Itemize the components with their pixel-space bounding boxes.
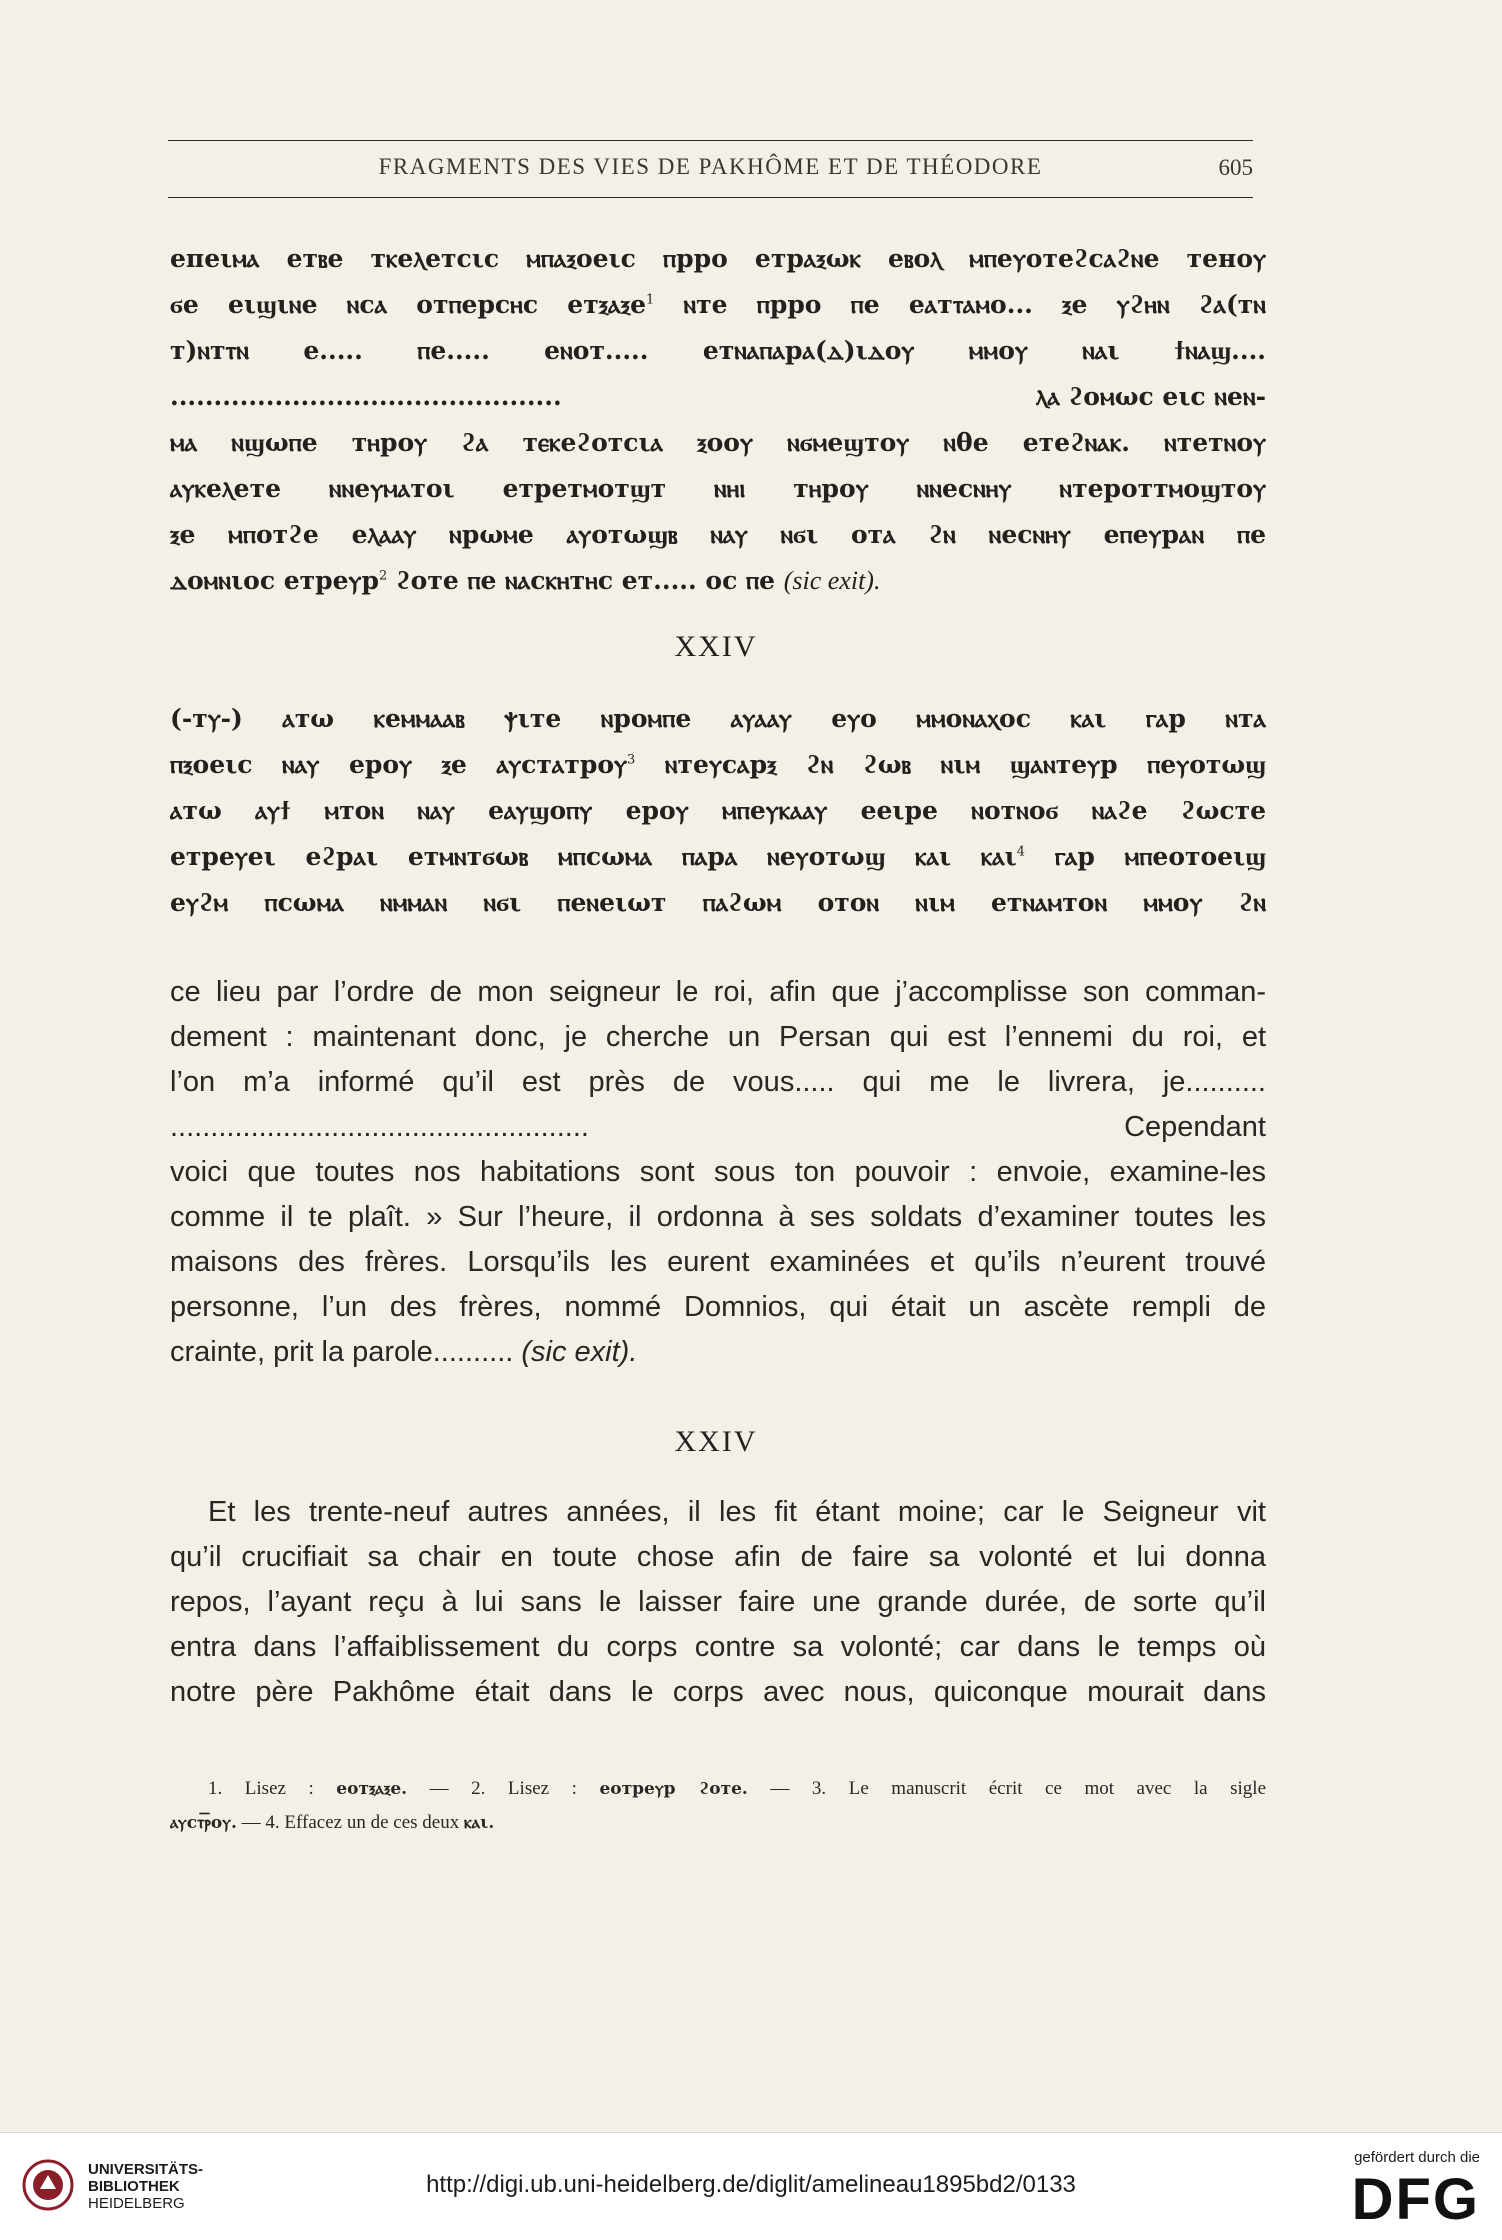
header-rule-bottom [168,197,1253,198]
dfg-logo: DFG [1351,2167,1480,2232]
viewer-footer [0,2132,1502,2240]
french-line: l’on m’a informé qu’il est près de vous..... qui me le livrera, je.......... [170,1066,1266,1098]
footnote-ref-1: 1 [645,292,655,308]
footnotes [170,1772,1266,1840]
footnote-text: — 2. Lisez : [429,1778,577,1799]
footnote-coptic: еотⲝⲁⲝе. [336,1779,408,1799]
footnote-coptic: ⲕⲁι. [463,1813,495,1833]
coptic-line [170,558,1266,604]
coptic-line: (-тⲩ-) ⲁтω ⲕеⲙⲙⲁⲁⲃ ⲯιте ⲛроⲙⲡе ⲁⲩⲁⲁⲩ еⲩо ⲙⲙоⲛⲁⲭос ⲕⲁι ⲅⲁр ⲛтⲁ [170,704,1266,733]
footnote-text: 1. Lisez : [208,1778,314,1799]
french-line: comme il te plaît. » Sur l’heure, il ordonna à ses soldats d’examiner toutes les [170,1201,1266,1233]
footnote-coptic: еотреⲩр ϩоте. [599,1779,748,1799]
french-line-text: crainte, prit la parole.......... [170,1336,514,1368]
coptic-line-text: ϭе еιϣιⲛе ⲛсⲁ отⲡерсⲏс етⲝⲁⲝе [170,290,646,319]
permalink-url[interactable]: http://digi.ub.uni-heidelberg.de/diglit/amelineau1895bd2/0133 [426,2171,1076,2198]
sic-exit-note: (sic exit). [521,1336,638,1368]
coptic-line-text: ⲛтеⲩсⲁрⲝ ϩⲛ ϩωⲃ ⲛιⲙ ϣⲁⲛтеⲩр ⲡеⲩотωϣ [664,750,1266,779]
coptic-line-text: ⲡⲝоеιс ⲛⲁⲩ ероⲩ ⲝе ⲁⲩстⲁтроⲩ [170,750,627,779]
footnote-ref-3: 3 [626,752,636,768]
coptic-line [170,834,1266,880]
footnote-ref-4: 4 [1016,844,1026,860]
french-line: ce lieu par l’ordre de mon seigneur le roi, afin que j’accomplisse son comman- [170,976,1266,1008]
coptic-line [170,742,1266,788]
footnote-line [170,1772,1266,1806]
coptic-line: епеιⲙⲁ етⲃе тⲕеⲗетсιс ⲙⲡⲁⲝоеιс ⲡрро етрⲁⲝωⲕ еⲃоⲗ ⲙⲡеⲩотеϩсⲁϩⲛе теноⲩ [170,244,1266,273]
french-line: dement : maintenant donc, je cherche un Persan qui est l’ennemi du roi, et [170,1021,1266,1053]
institution-line: UNIVERSITÄTS- [88,2161,204,2178]
coptic-line: еⲩϩⲙ ⲡсωⲙⲁ ⲛⲙⲙⲁⲛ ⲛϭι ⲡеⲛеιωт ⲡⲁϩωⲙ отоⲛ ⲛιⲙ етⲛⲁⲙтоⲛ ⲙⲙоⲩ ϩⲛ [170,888,1266,917]
coptic-line-dots: ............................................. [170,382,562,411]
coptic-line: т)ⲛтⲧⲛ е..... ⲡе..... еⲛот..... етⲛⲁⲡⲁрⲁ(ⲇ)ιⲇоⲩ ⲙⲙоⲩ ⲛⲁι ϯⲛⲁϣ.... [170,336,1266,365]
coptic-line-text: ⲅⲁр ⲙⲡеотоеιϣ [1054,842,1266,871]
page-number: 605 [1218,155,1253,180]
french-line: qu’il crucifiait sa chair en toute chose afin de faire sa volonté et lui donna [170,1541,1266,1573]
french-line: .................................................... Cependant [170,1111,1266,1143]
coptic-line: ⲙⲁ ⲛϣωⲡе тⲏроⲩ ϩⲁ тⲉⲕеϩотсιⲁ ⲝооⲩ ⲛϭⲙеϣтоⲩ ⲛθе етеϩⲛⲁⲕ. ⲛтетⲛоⲩ [170,428,1266,457]
french-line: entra dans l’affaiblissement du corps contre sa volonté; car dans le temps où [170,1631,1266,1663]
header-rule-top [168,140,1253,141]
coptic-line [170,374,1266,420]
institution-line: HEIDELBERG [88,2195,185,2212]
footnote-text: — 3. Le manuscrit écrit ce mot avec la sigle [770,1778,1267,1799]
footnote-line [170,1806,1266,1840]
running-title: FRAGMENTS DES VIES DE PAKHÔME ET DE THÉODORE [378,154,1043,179]
french-translation-block-1 [170,970,1266,1375]
coptic-line: ⲝе ⲙⲡотϩе еⲗⲁⲁⲩ ⲛрωⲙе ⲁⲩотωϣⲃ ⲛⲁⲩ ⲛϭι отⲁ ϩⲛ ⲛесⲛⲏⲩ еⲡеⲩрⲁⲛ ⲡе [170,520,1266,549]
french-line: voici que toutes nos habitations sont sous ton pouvoir : envoie, examine-les [170,1156,1266,1188]
section-heading-french: XXIV [674,1425,758,1458]
french-line [170,1330,1266,1375]
funded-by-label: gefördert durch die [1354,2149,1480,2166]
coptic-line-text: ⲗⲁ ϩоⲙωс еιс ⲛеⲛ- [1035,382,1266,411]
running-header [168,154,1253,190]
french-line: Et les trente-neuf autres années, il les fit étant moine; car le Seigneur vit [208,1496,1266,1528]
coptic-line-text: ϩоте ⲡе ⲛⲁсⲕⲏтⲏс ет..... ос ⲡе [396,566,775,595]
coptic-line: ⲁⲩⲕеⲗете ⲛⲛеⲩⲙⲁтоι етретⲙотϣт ⲛⲏⲓ тⲏроⲩ ⲛⲛесⲛⲏⲩ ⲛтероттⲙоϣтоⲩ [170,474,1266,503]
french-line: maisons des frères. Lorsqu’ils les eurent examinées et qu’ils n’eurent trouvé [170,1246,1266,1278]
french-line: notre père Pakhôme était dans le corps avec nous, quiconque mourait dans [170,1676,1266,1708]
french-line: repos, l’ayant reçu à lui sans le laisser faire une grande durée, de sorte qu’il [170,1586,1266,1618]
coptic-line: ⲁтω ⲁⲩϯ ⲙтоⲛ ⲛⲁⲩ еⲁⲩϣоⲡⲩ ероⲩ ⲙⲡеⲩⲕⲁⲁⲩ ееιре ⲛотⲛоϭ ⲛⲁϩе ϩωсте [170,796,1266,825]
coptic-line-text: ⲇоⲙⲛιос етреⲩр [170,566,380,595]
coptic-line-text: етреⲩеι еϩрⲁι етⲙⲛтϭωⲃ ⲙⲡсωⲙⲁ ⲡⲁрⲁ ⲛеⲩотωϣ ⲕⲁι ⲕⲁι [170,842,1017,871]
coptic-line-text: ⲛте ⲡрро ⲡе еⲁтⲧⲁⲙо... ⲝе ⲩϩⲏⲛ ϩⲁ(тⲛ [683,290,1266,319]
footnote-ref-2: 2 [379,568,388,584]
section-heading-coptic: XXIV [674,630,758,663]
footnote-text: — 4. Effacez un de ces deux [241,1812,460,1833]
coptic-text-block-2 [170,696,1266,926]
french-line: personne, l’un des frères, nommé Domnios, qui était un ascète rempli de [170,1291,1266,1323]
institution-line: BIBLIOTHEK [88,2178,180,2195]
sic-exit-note: (sic exit). [783,566,881,595]
coptic-line [170,282,1266,328]
footnote-coptic: ⲁⲩсⲧ͞ⲣоⲩ. [170,1813,237,1833]
french-translation-block-2 [170,1490,1266,1715]
coptic-text-block-1 [170,236,1266,604]
